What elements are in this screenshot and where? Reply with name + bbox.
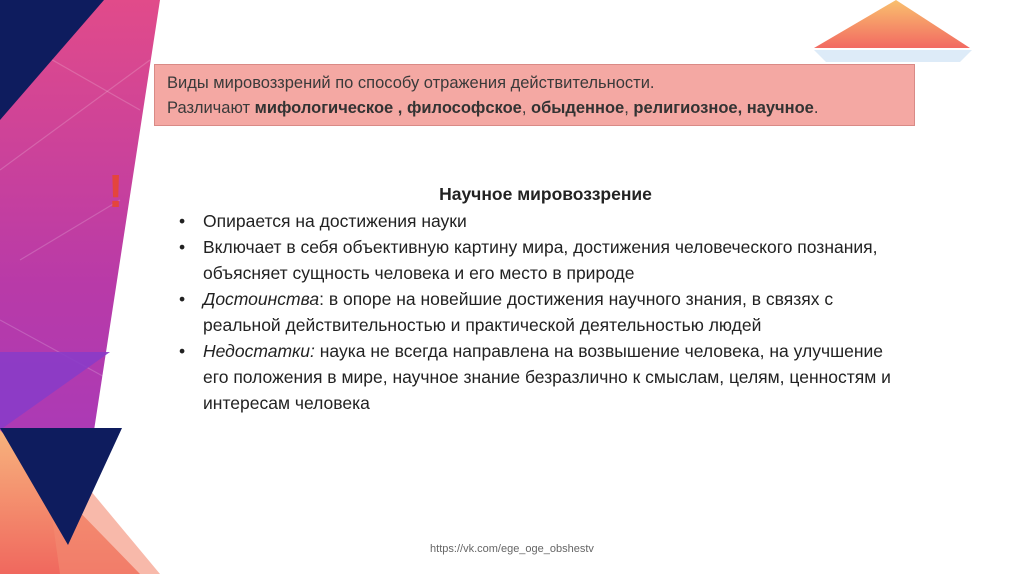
callout-line-1: Виды мировоззрений по способу отражения действительности. [167,74,655,92]
coral-triangle-top-right [814,0,970,48]
list-item: • Недостатки: наука не всегда направлена на возвышение человека, на улучшение его положения в мире, научное знание безразлично к смыслам, целям, ценностям и интересам человека [178,338,913,416]
disadvantages-label: Недостатки: [203,341,315,361]
advantages-label: Достоинства [203,289,320,309]
definition-callout [154,64,915,126]
callout-line-2: Различают мифологическое , философское, обыденное, религиозное, научное. [167,99,819,117]
scientific-worldview-section [178,181,913,416]
bullet-list [178,208,913,416]
source-link[interactable]: https://vk.com/ege_oge_obshestv [430,543,594,555]
bullet-icon: • [179,341,186,361]
exclamation-icon: ! [108,165,124,217]
list-item: • Включает в себя объективную картину мира, достижения человеческого познания, объясняет сущность человека и его место в природе [178,234,913,286]
list-item: • Достоинства: в опоре на новейшие достижения научного знания, в связях с реальной действительностью и практической деятельностью людей [178,286,913,338]
bullet-icon: • [179,289,186,309]
section-title: Научное мировоззрение [439,184,652,204]
list-item: • Опирается на достижения науки [178,208,913,234]
bullet-icon: • [179,237,186,257]
bullet-icon: • [179,211,186,231]
worldview-types-bold: мифологическое , философское [254,99,522,117]
